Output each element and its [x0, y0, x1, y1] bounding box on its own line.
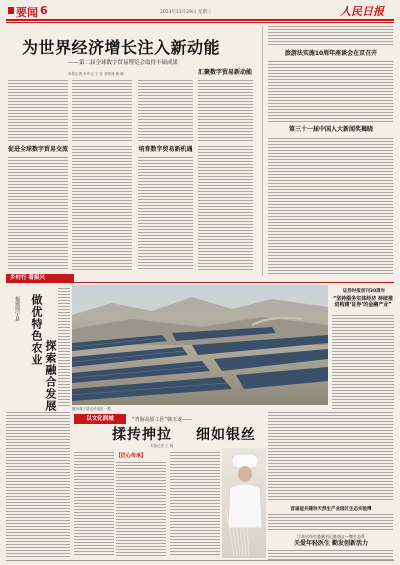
craft-column-tag-label: 以文化润城: [86, 416, 114, 422]
lead-subheadline: ——第二届全球数字贸易博览会取得丰硕成果: [68, 60, 179, 66]
lead-body-col4b: [198, 146, 253, 270]
craft-body-col2: [116, 462, 166, 556]
craft-headline-2: 细如银丝: [196, 427, 256, 443]
craft-body-col1: [74, 452, 114, 556]
bottom-story-2-kicker: 江苏启东市委副书记陈国义—微生态系: [297, 534, 365, 539]
craft-kicker: “青海高原工匠”韩玉龙——: [132, 417, 193, 423]
lead-subhead-2: 培育数字贸易新机遇: [138, 146, 193, 153]
lead-subhead-3-visible: 汇聚数字贸易新动能: [197, 69, 252, 76]
lead-byline: 本报记者 李中文 王 化 刘军涛 黄 瑞: [68, 72, 124, 76]
masthead-rule-thin: [6, 22, 394, 23]
footer-rule: [6, 560, 394, 561]
date-line: 2023年11月29日 星期三: [160, 10, 212, 15]
rural-dateline: 福建周宁县: [14, 296, 20, 321]
photo-caption: 图为周宁县光伏电站一景。: [72, 407, 114, 411]
craft-byline: 本报记者 王 锦: [150, 444, 174, 448]
craft-headline-1: 揉抟抻拉: [112, 427, 172, 443]
right-story-2-body: [268, 138, 393, 275]
masthead-rule: [6, 19, 394, 21]
craft-column-tag: [74, 414, 126, 424]
craft-inset-tag: 【匠心传承】: [116, 453, 147, 459]
bottom-story-2-title: 关爱年轻医生 勤发创新活力: [293, 540, 369, 547]
solar-farm-photo: [72, 285, 328, 405]
gov-headline: “坚持服务实体经济 持续推进构建‘证券’的金融产业”: [332, 296, 394, 308]
gov-body: [332, 315, 394, 410]
right-story-1-title: 旅游法实施10周年座谈会在京召开: [284, 50, 378, 57]
lead-body-col2b: [72, 146, 132, 270]
rural-body-lower: [6, 412, 70, 557]
masthead-square-icon: [8, 7, 14, 14]
lead-body-col3: [138, 80, 193, 142]
gov-kicker: 证券时报创刊30周年: [342, 289, 386, 294]
rural-banner-label: 乡村行 看振兴: [10, 275, 45, 281]
lead-body-col4: [198, 80, 253, 142]
bottom-story-1-body: [268, 514, 393, 532]
bottom-story-2-body: [268, 550, 393, 560]
noodle-chef-illustration: [222, 448, 266, 558]
rural-headline-2: 探索融合发展: [44, 340, 57, 412]
rural-banner: [6, 274, 74, 283]
lead-body-col1b: [8, 157, 68, 270]
right-col-intro: [268, 26, 393, 46]
rural-band-rule: [74, 282, 394, 283]
section-name: 要闻: [16, 6, 38, 19]
newspaper-logo: 人民日报: [340, 5, 384, 18]
gov-body-right-ext: [268, 412, 393, 502]
right-story-2-title: 第三十一届中国人大新闻奖揭晓: [288, 126, 373, 133]
rural-headline-1: 做优特色农业: [30, 294, 43, 366]
rural-body-upper: [58, 288, 70, 408]
page-number: 6: [40, 4, 48, 17]
right-story-1-body: [268, 61, 393, 123]
noodle-chef-photo: [222, 448, 266, 558]
column-divider: [262, 26, 263, 276]
solar-farm-illustration: [72, 285, 328, 405]
lead-subhead-1: 促进全球数字贸易交流: [8, 146, 69, 153]
lead-headline: 为世界经济增长注入新动能: [22, 38, 221, 57]
lead-body-col2: [72, 80, 132, 142]
lead-body-col1: [8, 80, 68, 142]
bottom-story-1-title: 首届硅共建珍天然生产业园区生态实验博: [290, 507, 372, 512]
craft-body-col3: [170, 452, 220, 556]
lead-body-col3b: [138, 157, 193, 270]
